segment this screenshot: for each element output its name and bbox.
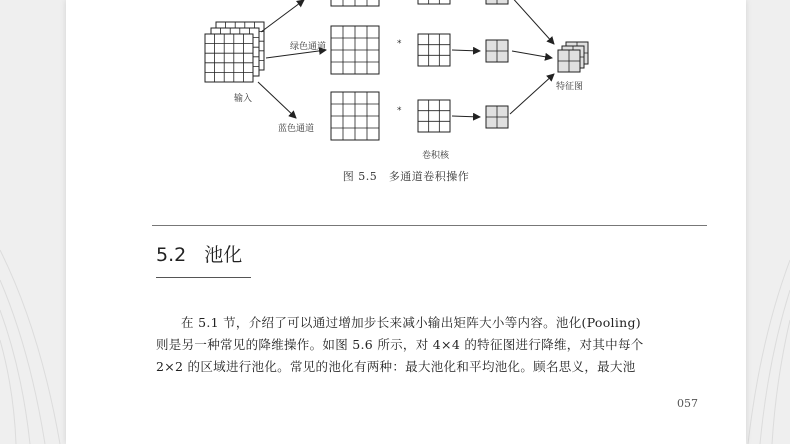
blue-channel-label: 蓝色通道 [278,124,315,134]
body-line-2: 则是另一种常见的降维操作。如图 5.6 所示，对 4×4 的特征图进行降维，对其中每个 [156,337,644,352]
blue-channel-grid [331,92,379,140]
kernel-label: 卷积核 [422,151,450,161]
arrow-input-to-red [261,0,304,32]
arrow-green-kernel [452,50,480,51]
page-number: 057 [677,397,698,410]
operator-symbol-blue: * [397,106,402,116]
body-paragraph [156,312,706,378]
green-output-grid [486,40,508,62]
red-kernel-grid [418,0,450,4]
section-divider [152,225,707,226]
body-line-3: 2×2 的区域进行池化。常见的池化有两种：最大池化和平均池化。顾名思义，最大池 [156,359,636,374]
input-label: 输入 [234,94,253,104]
operator-symbol-green: * [397,39,402,49]
section-heading [156,240,242,267]
blue-kernel-grid [418,100,450,132]
arrow-input-to-blue [258,82,296,118]
red-output-grid [486,0,508,4]
feature-map-label: 特征图 [556,82,584,92]
body-line-1: 在 5.1 节，介绍了可以通过增加步长来减小输出矩阵大小等内容。池化(Pooling) [181,315,641,330]
figure-caption: 图 5.5 多通道卷积操作 [342,170,470,183]
arrow-green-to-feature [512,51,552,58]
heading-underline [156,277,251,278]
green-kernel-grid [418,34,450,66]
arrow-blue-to-feature [510,74,554,114]
book-page [66,0,746,444]
arrow-red-to-feature [509,0,554,44]
green-channel-grid [331,26,379,74]
green-channel-label: 绿色通道 [290,42,327,52]
input-layer-1 [205,34,253,82]
red-channel-grid [331,0,379,6]
section-number: 5.2 [156,244,187,266]
arrow-blue-kernel [452,116,480,117]
section-title: 池化 [204,244,243,266]
feature-map-1 [558,50,580,72]
blue-output-grid [486,106,508,128]
